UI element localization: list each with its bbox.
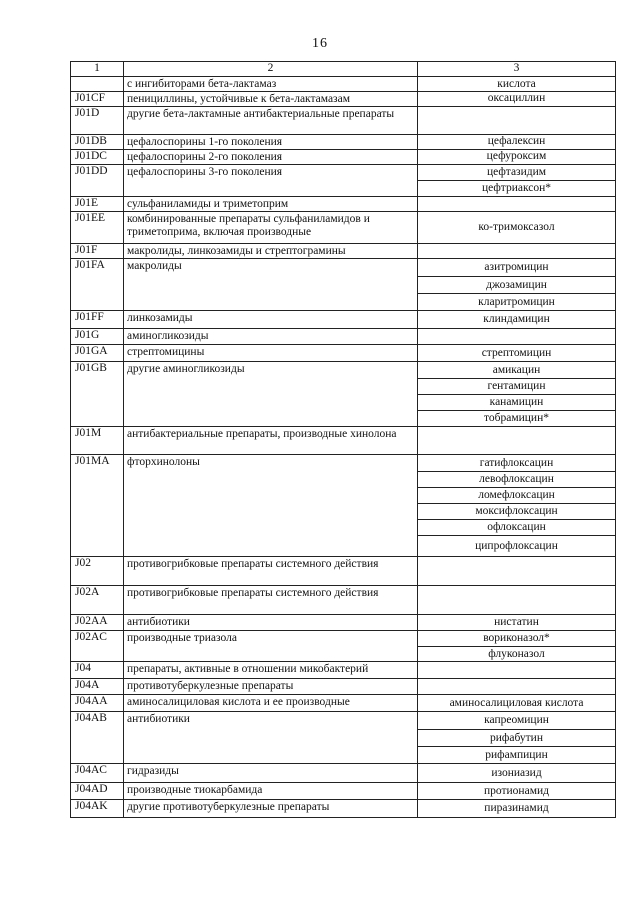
drug-names-cell (418, 77, 616, 92)
drug-name: амикацин (492, 364, 541, 376)
group-description-cell: цефалоспорины 1-го поколения (124, 135, 418, 150)
group-description-cell: антибиотики (124, 615, 418, 631)
drug-names-cell (418, 586, 616, 615)
table-row (71, 197, 616, 212)
drug-name: нистатин (494, 616, 539, 628)
drug-names-cell (418, 362, 616, 427)
group-description-cell: с ингибиторами бета-лактамаз (124, 77, 418, 92)
atc-code-cell: J01F (71, 244, 124, 259)
group-description-cell: противогрибковые препараты системного действия (124, 586, 418, 615)
atc-code-cell: J01G (71, 329, 124, 345)
drug-name: клиндамицин (483, 313, 550, 325)
drug-names-cell (418, 150, 616, 165)
atc-code-cell: J02AC (71, 631, 124, 662)
drug-name: капреомицин (484, 714, 549, 726)
atc-code-cell: J04A (71, 679, 124, 695)
group-description-cell: пенициллины, устойчивые к бета-лактамазам (124, 92, 418, 107)
atc-code-cell: J04 (71, 662, 124, 679)
drug-name: гентамицин (418, 378, 615, 394)
drug-classification-table (70, 61, 616, 818)
drug-name: ципрофлоксацин (418, 535, 615, 556)
group-description-cell: стрептомицины (124, 345, 418, 362)
atc-code-cell: J02A (71, 586, 124, 615)
group-description-cell: комбинированные препараты сульфаниламидов и триметоприма, включая производные (124, 212, 418, 244)
table-row (71, 345, 616, 362)
drug-names-cell (418, 455, 616, 557)
group-description-cell: другие аминогликозиды (124, 362, 418, 427)
table-row (71, 77, 616, 92)
drug-names-cell (418, 764, 616, 783)
table-row (71, 329, 616, 345)
drug-names-cell (418, 800, 616, 818)
drug-name: оксациллин (487, 92, 546, 104)
drug-name: вориконазол* (483, 632, 550, 644)
table-row (71, 800, 616, 818)
table-row (71, 586, 616, 615)
drug-names-cell (418, 783, 616, 800)
group-description-cell: гидразиды (124, 764, 418, 783)
table-row (71, 679, 616, 695)
drug-name: рифабутин (418, 729, 615, 746)
drug-names-cell (418, 662, 616, 679)
drug-name: джозамицин (418, 276, 615, 293)
drug-name: стрептомицин (481, 347, 552, 359)
atc-code-cell: J01MA (71, 455, 124, 557)
drug-name: цефтриаксон* (418, 180, 615, 196)
group-description-cell: аминосалициловая кислота и ее производные (124, 695, 418, 712)
drug-names-cell (418, 259, 616, 311)
group-description-cell: антибактериальные препараты, производные хинолона (124, 427, 418, 455)
drug-names-cell (418, 107, 616, 135)
table-row (71, 631, 616, 662)
table-row (71, 259, 616, 311)
atc-code-cell (71, 77, 124, 92)
group-description-cell: другие бета-лактамные антибактериальные препараты (124, 107, 418, 135)
atc-code-cell: J02AA (71, 615, 124, 631)
group-description-cell: цефалоспорины 3-го поколения (124, 165, 418, 197)
drug-names-cell (418, 712, 616, 764)
table-row (71, 615, 616, 631)
drug-name: тобрамицин* (418, 410, 615, 426)
drug-names-cell (418, 212, 616, 244)
header-col-2: 2 (124, 62, 418, 77)
table-row (71, 427, 616, 455)
atc-code-cell: J04AD (71, 783, 124, 800)
table-row (71, 165, 616, 197)
group-description-cell: противогрибковые препараты системного действия (124, 557, 418, 586)
group-description-cell: сульфаниламиды и триметоприм (124, 197, 418, 212)
atc-code-cell: J01CF (71, 92, 124, 107)
drug-names-cell (418, 695, 616, 712)
drug-name: цефуроксим (486, 150, 547, 162)
drug-name: кларитромицин (418, 293, 615, 310)
group-description-cell: антибиотики (124, 712, 418, 764)
atc-code-cell: J01DC (71, 150, 124, 165)
table-row (71, 712, 616, 764)
table-row (71, 92, 616, 107)
drug-name: ко-тримоксазол (478, 221, 555, 233)
page-number: 16 (312, 36, 328, 51)
table-row (71, 764, 616, 783)
table-row (71, 107, 616, 135)
drug-name: протионамид (484, 785, 549, 797)
group-description-cell: производные триазола (124, 631, 418, 662)
group-description-cell: линкозамиды (124, 311, 418, 329)
atc-code-cell: J01D (71, 107, 124, 135)
atc-code-cell: J01E (71, 197, 124, 212)
drug-names-cell (418, 197, 616, 212)
group-description-cell: макролиды (124, 259, 418, 311)
drug-name: левофлоксацин (418, 471, 615, 487)
drug-names-cell (418, 557, 616, 586)
atc-code-cell: J01M (71, 427, 124, 455)
atc-code-cell: J01GA (71, 345, 124, 362)
drug-name: аминосалициловая кислота (449, 697, 584, 709)
atc-code-cell: J01EE (71, 212, 124, 244)
drug-names-cell (418, 615, 616, 631)
group-description-cell: цефалоспорины 2-го поколения (124, 150, 418, 165)
drug-name: азитромицин (484, 261, 549, 273)
drug-name: цефтазидим (486, 166, 547, 178)
drug-name: кислота (497, 78, 536, 90)
drug-name: ломефлоксацин (418, 487, 615, 503)
table-row (71, 212, 616, 244)
atc-code-cell: J04AA (71, 695, 124, 712)
table-row (71, 244, 616, 259)
header-col-3: 3 (418, 62, 616, 77)
header-col-1: 1 (71, 62, 124, 77)
atc-code-cell: J01FA (71, 259, 124, 311)
atc-code-cell: J02 (71, 557, 124, 586)
group-description-cell: производные тиокарбамида (124, 783, 418, 800)
drug-name: офлоксацин (418, 519, 615, 535)
drug-name: изониазид (491, 767, 542, 779)
drug-names-cell (418, 427, 616, 455)
drug-names-cell (418, 311, 616, 329)
drug-names-cell (418, 329, 616, 345)
drug-name: моксифлоксацин (418, 503, 615, 519)
table-row (71, 150, 616, 165)
drug-names-cell (418, 244, 616, 259)
atc-code-cell: J04AB (71, 712, 124, 764)
atc-code-cell: J04AC (71, 764, 124, 783)
table-row (71, 662, 616, 679)
drug-name: рифампицин (418, 746, 615, 763)
drug-name: пиразинамид (484, 802, 549, 814)
table-row (71, 557, 616, 586)
drug-name: гатифлоксацин (479, 457, 554, 469)
table-row (71, 311, 616, 329)
table-header-row (71, 62, 616, 77)
table-row (71, 135, 616, 150)
drug-names-cell (418, 135, 616, 150)
table-row (71, 362, 616, 427)
group-description-cell: другие противотуберкулезные препараты (124, 800, 418, 818)
atc-code-cell: J01DD (71, 165, 124, 197)
group-description-cell: препараты, активные в отношении микобактерий (124, 662, 418, 679)
drug-name: флуконазол (418, 646, 615, 661)
group-description-cell: аминогликозиды (124, 329, 418, 345)
group-description-cell: фторхинолоны (124, 455, 418, 557)
drug-names-cell (418, 92, 616, 107)
group-description-cell: макролиды, линкозамиды и стрептограмины (124, 244, 418, 259)
table-row (71, 455, 616, 557)
table-row (71, 783, 616, 800)
drug-names-cell (418, 679, 616, 695)
atc-code-cell: J04AK (71, 800, 124, 818)
atc-code-cell: J01DB (71, 135, 124, 150)
drug-names-cell (418, 345, 616, 362)
drug-name: канамицин (418, 394, 615, 410)
drug-names-cell (418, 631, 616, 662)
group-description-cell: противотуберкулезные препараты (124, 679, 418, 695)
atc-code-cell: J01FF (71, 311, 124, 329)
atc-code-cell: J01GB (71, 362, 124, 427)
table-row (71, 695, 616, 712)
drug-names-cell (418, 165, 616, 197)
drug-name: цефалексин (487, 135, 546, 147)
